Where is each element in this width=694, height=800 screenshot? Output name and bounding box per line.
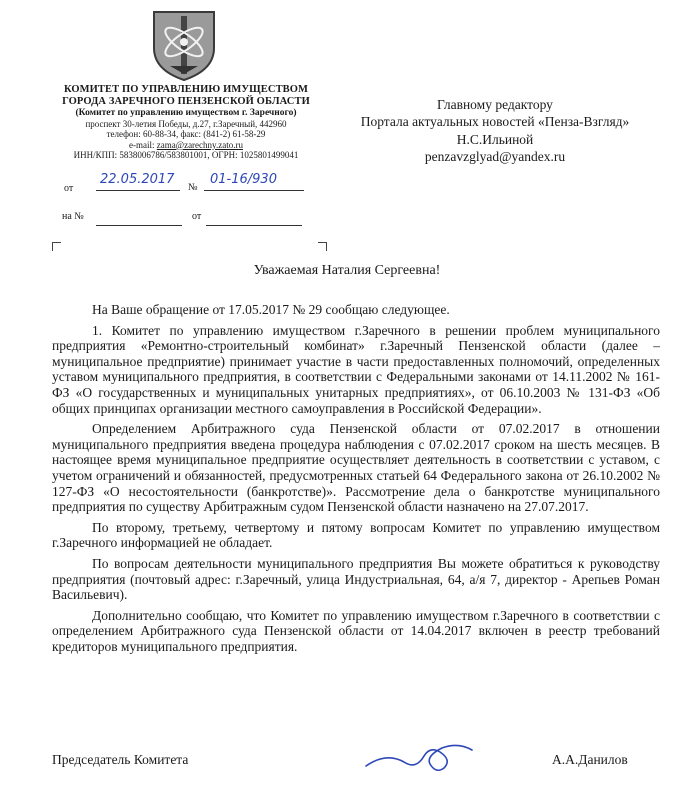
outgoing-date: 22.05.2017	[100, 172, 175, 187]
body-paragraph: Дополнительно сообщаю, что Комитет по управлению имуществом г.Заречного в соответствии с определением Арбитражного суда Пензенской области от 14.04.2017 включен в реестр требований кредиторов муниципального предприятия.	[52, 607, 660, 654]
greeting: Уважаемая Наталия Сергеевна!	[253, 263, 441, 278]
reply-date-underline	[206, 211, 302, 226]
city-emblem	[150, 8, 218, 82]
org-short-name: (Комитет по управлению имуществом г. Заречного)	[75, 108, 297, 119]
org-name-line1: КОМИТЕТ ПО УПРАВЛЕНИЮ ИМУЩЕСТВОМ	[63, 84, 309, 95]
addressee-block	[330, 96, 660, 165]
org-address: проспект 30-летия Победы, д.27, г.Заречный, 442960	[85, 119, 287, 130]
body-paragraph: 1. Комитет по управлению имуществом г.Заречного в решении проблем муниципального предприятия «Ремонтно-строительный комбинат» г.Заречный Пензенской области (далее – муниципальное предприятие) принимает участие в части предоставленных полномочий, определенных уставом муниципального предприятия, в соответствии с Федеральными законами от 14.11.2002 № 161-ФЗ «О государственных и муниципальных унитарных предприятиях», от 06.10.2003 № 131-ФЗ «Об общих принципах организации местного самоуправления в Российской Федерации».	[52, 322, 660, 416]
letterhead	[36, 84, 336, 160]
addressee-title: Главному редактору	[437, 97, 553, 112]
letter-body	[52, 302, 660, 659]
signatory-name: А.А.Данилов	[552, 752, 628, 767]
reply-number-underline	[96, 211, 182, 226]
body-paragraph: По второму, третьему, четвертому и пятому вопросам Комитет по управлению имуществом г.Заречного информацией не обладает.	[52, 519, 660, 551]
addressee-portal: Портала актуальных новостей «Пенза-Взгляд»	[360, 114, 630, 130]
body-paragraph: Определением Арбитражного суда Пензенской области от 07.02.2017 в отношении муниципального предприятия введена процедура наблюдения с 07.02.2017 сроком на шесть месяцев. В настоящее время муниципальное предприятие осуществляет деятельность в соответствии с уставом, с учетом ограничений и обязанностей, предусмотренных статьей 64 Федерального закона от 26.10.2002 № 127-ФЗ «О несостоятельности (банкротстве)». Рассмотрение дела о банкротстве муниципального предприятия по существу Арбитражным судом Пензенской области назначено на 27.07.2017.	[52, 421, 660, 515]
org-name-line2: ГОРОДА ЗАРЕЧНОГО ПЕНЗЕНСКОЙ ОБЛАСТИ	[62, 96, 310, 108]
handwritten-signature	[360, 738, 480, 778]
signatory-title: Председатель Комитета	[52, 752, 189, 767]
addressee-name: Н.С.Ильиной	[456, 131, 534, 147]
org-email: zama@zarechny.zato.ru	[156, 139, 243, 150]
org-ids: ИНН/КПП: 5838006786/583801001, ОГРН: 1025801499041	[73, 150, 299, 161]
org-phone: телефон: 60-88-34, факс: (841-2) 61-58-29	[106, 129, 266, 140]
corner-mark-left	[52, 242, 61, 251]
body-paragraph: По вопросам деятельности муниципального предприятия Вы можете обратиться к руководству предприятия (почтовый адрес: г.Заречный, улица Индустриальная, 64, а/я 7, директор - Арепьев Роман Васильевич).	[52, 555, 660, 603]
number-label: №	[188, 182, 198, 193]
reply-date-label: от	[192, 211, 202, 222]
org-email-label: e-mail:	[129, 139, 155, 150]
org-email-row	[36, 140, 336, 150]
addressee-email: penzavzglyad@yandex.ru	[424, 148, 566, 164]
corner-mark-right	[318, 242, 327, 251]
reply-number-label: на №	[62, 211, 84, 222]
body-paragraph: На Ваше обращение от 17.05.2017 № 29 сообщаю следующее.	[92, 302, 450, 317]
outgoing-number: 01-16/930	[210, 172, 277, 187]
date-label: от	[64, 183, 74, 194]
